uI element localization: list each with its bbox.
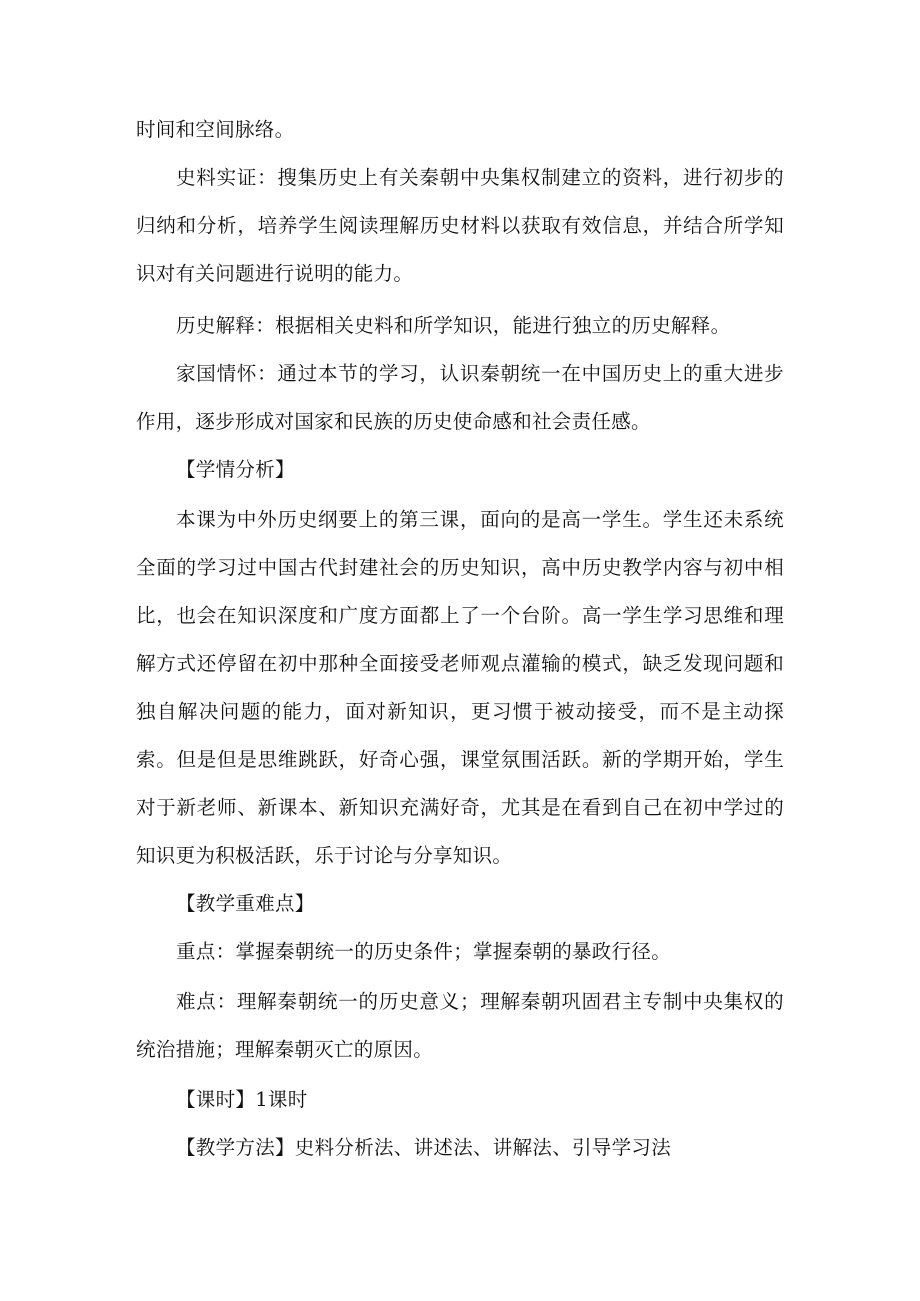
paragraph-shiliao-shizheng: 史料实证：搜集历史上有关秦朝中央集权制建立的资料，进行初步的归纳和分析，培养学生阅读理解历史材料以获取有效信息，并结合所学知识对有关问题进行说明的能力。 — [136, 166, 784, 285]
paragraph-nandian: 难点：理解秦朝统一的历史意义；理解秦朝巩固君主专制中央集权的统治措施；理解秦朝灭亡的原因。 — [136, 990, 784, 1061]
paragraph-zhongdian: 重点：掌握秦朝统一的历史条件；掌握秦朝的暴政行径。 — [176, 940, 672, 963]
paragraph-xueqing: 本课为中外历史纲要上的第三课，面向的是高一学生。学生还未系统全面的学习过中国古代封建社会的历史知识，高中历史教学内容与初中相比，也会在知识深度和广度方面都上了一个台阶。高一学生学习思维和理解方式还停留在初中那种全面接受老师观点灌输的模式，缺乏发现问题和独自解决问题的能力，面对新知识，更习惯于被动接受，而不是主动探索。但是但是思维跳跃，好奇心强，课堂氛围活跃。新的学期开始，学生对于新老师、新课本、新知识充满好奇，尤其是在看到自己在初中学过的知识更为积极活跃，乐于讨论与分享知识。 — [136, 508, 784, 867]
paragraph-keshi: 【课时】1课时 — [176, 1088, 308, 1111]
heading-xueqing-fenxi: 【学情分析】 — [176, 458, 295, 481]
paragraph-jiaoxue-fangfa: 【教学方法】史料分析法、讲述法、讲解法、引导学习法 — [176, 1136, 672, 1159]
paragraph-lishi-jieshi: 历史解释：根据相关史料和所学知识，能进行独立的历史解释。 — [176, 314, 731, 337]
heading-zhong-nan-dian: 【教学重难点】 — [176, 892, 315, 915]
paragraph-continuation: 时间和空间脉络。 — [136, 118, 295, 141]
paragraph-jiaguo-qinghuai: 家国情怀：通过本节的学习，认识秦朝统一在中国历史上的重大进步作用，逐步形成对国家和民族的历史使命感和社会责任感。 — [136, 362, 784, 433]
